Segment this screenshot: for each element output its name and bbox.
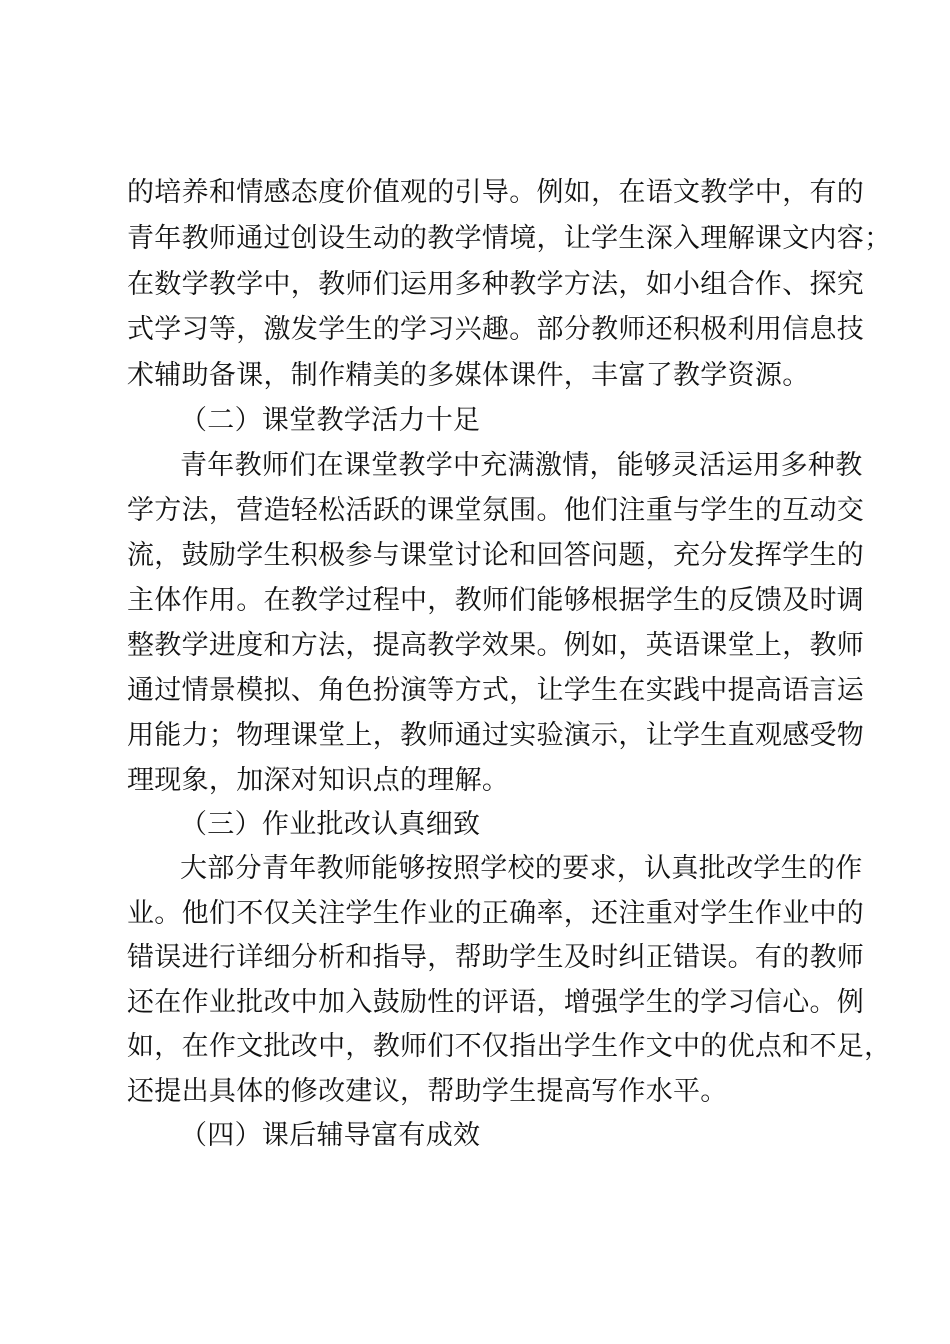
section-heading: （四）课后辅导富有成效 xyxy=(180,1120,481,1151)
paragraph-line: 的培养和情感态度价值观的引导。例如，在语文教学中，有的 xyxy=(127,177,865,208)
paragraph-line: 青年教师们在课堂教学中充满激情，能够灵活运用多种教 xyxy=(180,450,863,481)
paragraph-line: 整教学进度和方法，提高教学效果。例如，英语课堂上，教师 xyxy=(127,630,865,661)
paragraph-line: 通过情景模拟、角色扮演等方式，让学生在实践中提高语言运 xyxy=(127,675,865,706)
paragraph-line: 流，鼓励学生积极参与课堂讨论和回答问题，充分发挥学生的 xyxy=(127,540,865,571)
paragraph-line: 式学习等，激发学生的学习兴趣。部分教师还积极利用信息技 xyxy=(127,314,865,345)
paragraph-line: 学方法，营造轻松活跃的课堂氛围。他们注重与学生的互动交 xyxy=(127,495,865,526)
paragraph-line: 错误进行详细分析和指导，帮助学生及时纠正错误。有的教师 xyxy=(127,942,865,973)
section-heading: （二）课堂教学活力十足 xyxy=(180,405,481,436)
paragraph-line: 术辅助备课，制作精美的多媒体课件，丰富了教学资源。 xyxy=(127,360,810,391)
paragraph-line: 如，在作文批改中，教师们不仅指出学生作文中的优点和不足， xyxy=(127,1031,892,1062)
paragraph-line: 青年教师通过创设生动的教学情境，让学生深入理解课文内容； xyxy=(127,223,892,254)
paragraph-line: 还提出具体的修改建议，帮助学生提高写作水平。 xyxy=(127,1076,728,1107)
paragraph-line: 还在作业批改中加入鼓励性的评语，增强学生的学习信心。例 xyxy=(127,987,865,1018)
paragraph-line: 在数学教学中，教师们运用多种教学方法，如小组合作、探究 xyxy=(127,269,865,300)
paragraph-line: 理现象，加深对知识点的理解。 xyxy=(127,765,510,796)
paragraph-line: 主体作用。在教学过程中，教师们能够根据学生的反馈及时调 xyxy=(127,585,865,616)
paragraph-line: 业。他们不仅关注学生作业的正确率，还注重对学生作业中的 xyxy=(127,898,865,929)
paragraph-line: 大部分青年教师能够按照学校的要求，认真批改学生的作 xyxy=(180,853,863,884)
paragraph-line: 用能力；物理课堂上，教师通过实验演示，让学生直观感受物 xyxy=(127,720,865,751)
section-heading: （三）作业批改认真细致 xyxy=(180,809,481,840)
